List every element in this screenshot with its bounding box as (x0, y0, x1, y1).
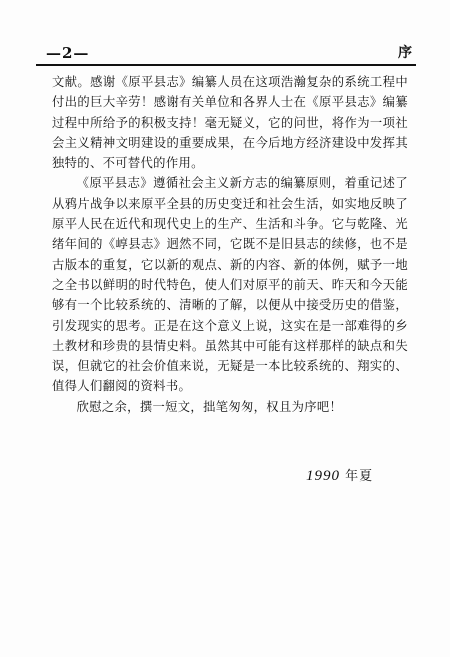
page-number: —2— (46, 44, 90, 62)
paragraph-continuation: 文献。感谢《原平县志》编纂人员在这项浩瀚复杂的系统工程中付出的巨大辛劳！感谢有关单位和各界人士在《原平县志》编纂过程中所给予的积极支持！毫无疑义，它的问世，将作为一项社会主义精神文明建设的重要成果，在今后地方经济建设中发挥其独特的、不可替代的作用。 (52, 75, 408, 171)
paragraph-main: 《原平县志》遵循社会主义新方志的编纂原则，着重记述了从鸦片战争以来原平全县的历史变迁和社会生活，如实地反映了原平人民在近代和现代史上的生产、生活和斗争。它与乾隆、光绪年间的《崞县志》迥然不同，它既不是旧县志的续修，也不是古版本的重复，它以新的观点、新的内容、新的体例，赋予一地之全书以鲜明的时代特色，使人们对原平的前天、昨天和今天能够有一个比较系统的、清晰的了解，以便从中接受历史的借鉴，引发现实的思考。正是在这个意义上说，这实在是一部难得的乡土教材和珍贵的县情史料。虽然其中可能有这样那样的缺点和失误，但就它的社会价值来说，无疑是一本比较系统的、翔实的、值得人们翻阅的资料书。 (52, 176, 408, 394)
date-line (306, 465, 373, 485)
date-year: 1990 (306, 468, 340, 484)
page-header (36, 44, 412, 62)
section-title: 序 (398, 45, 412, 61)
header-rule (36, 64, 416, 66)
paragraph-closing: 欣慰之余，撰一短文，拙笔匆匆，权且为序吧！ (76, 399, 343, 414)
date-suffix: 年夏 (345, 469, 374, 484)
body-text (52, 72, 408, 417)
